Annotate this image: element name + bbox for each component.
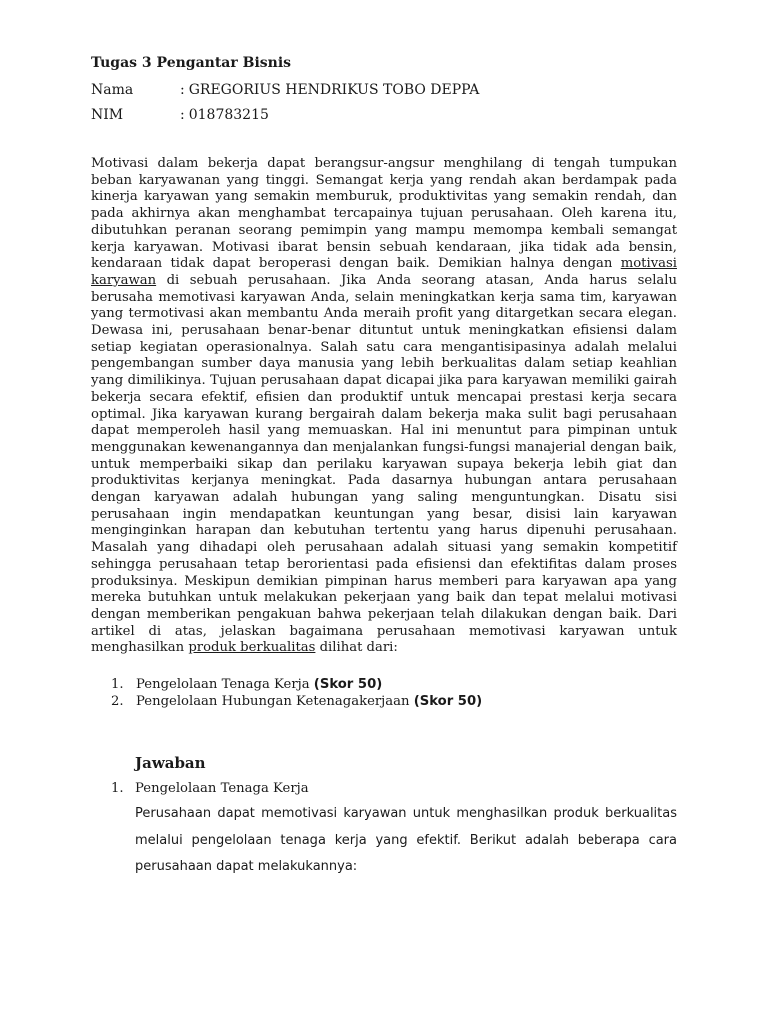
body-text-part1: Motivasi dalam bekerja dapat berangsur-angsur menghilang di tengah tumpukan beban karyawanan yang tinggi. Semangat kerja yang rendah akan berdampak pada kinerja karyawan yang semakin memburuk, produktivitas yang semakin rendah, dan pada akhirnya akan menghambat tercapainya tujuan perusahaan. Oleh karena itu, dibutuhkan peranan seorang pemimpin yang mampu memompa kembali semangat kerja karyawan. Motivasi ibarat bensin sebuah kendaraan, jika tidak ada bensin, kendaraan tidak dapat beroperasi dengan baik. Demikian halnya dengan (91, 156, 677, 272)
answer-paragraph: Perusahaan dapat memotivasi karyawan untuk menghasilkan produk berkualitas melalui pengelolaan tenaga kerja yang efektif. Berikut adalah beberapa cara perusahaan dapat melakukannya: (135, 806, 677, 874)
question-item (91, 693, 691, 710)
nim-separator: : (180, 107, 185, 123)
question-score: (Skor 50) (313, 677, 383, 692)
body-text-part2: di sebuah perusahaan. Jika Anda seorang atasan, Anda harus selalu berusaha memotivasi karyawan Anda, selain meningkatkan kerja sama tim, karyawan yang termotivasi akan membantu Anda meraih profit yang ditargetkan secara elegan. Dewasa ini, perusahaan benar-benar dituntut untuk meningkatkan efisiensi dalam setiap kegiatan operasionalnya. Salah satu cara mengantisipasinya adalah melalui pengembangan sumber daya manusia yang lebih berkualitas dalam setiap keahlian yang dimilikinya. Tujuan perusahaan dapat dicapai jika para karyawan memiliki gairah bekerja secara efektif, efisien dan produktif untuk mencapai prestasi kerja secara optimal. Jika karyawan kurang bergairah dalam bekerja maka sulit bagi perusahaan dapat memperoleh hasil yang memuaskan. Hal ini menuntut para pimpinan untuk menggunakan kewenangannya dan menjalankan fungsi-fungsi manajerial dengan baik, untuk memperbaiki sikap dan perilaku karyawan supaya bekerja lebih giat dan produktivitas kerjanya meningkat. Pada dasarnya hubungan antara perusahaan dengan karyawan adalah hubungan yang saling menguntungkan. Disatu sisi perusahaan ingin mendapatkan keuntungan yang besar, disisi lain karyawan menginginkan harapan dan kebutuhan tertentu yang harus dipenuhi perusahaan. Masalah yang dihadapi oleh perusahaan adalah situasi yang semakin kompetitif sehingga perusahaan tetap berorientasi pada efisiensi dan efektifitas dalam proses produksinya. Meskipun demikian pimpinan harus memberi para karyawan apa yang mereka butuhkan untuk melakukan pekerjaan yang baik dan tepat melalui motivasi dengan memberikan pengakuan bahwa pekerjaan telah dilakukan dengan baik. Dari artikel di atas, jelaskan bagaimana perusahaan memotivasi karyawan untuk menghasilkan (91, 272, 677, 656)
nama-row (91, 82, 479, 98)
jawaban-heading: Jawaban (135, 754, 206, 772)
question-number: 1. (111, 677, 124, 692)
answer-number: 1. (111, 781, 124, 796)
question-text: Pengelolaan Tenaga Kerja (136, 677, 314, 692)
produk-berkualitas-link[interactable]: produk berkualitas (188, 640, 316, 656)
body-text-part3: dilihat dari: (315, 640, 398, 656)
question-number: 2. (111, 694, 124, 709)
nim-label: NIM (91, 107, 124, 123)
motivasi-karyawan-link[interactable]: motivasi karyawan (91, 256, 677, 288)
question-score: (Skor 50) (413, 694, 483, 709)
body-paragraph (91, 156, 677, 657)
document-title: Tugas 3 Pengantar Bisnis (91, 55, 292, 71)
question-list (91, 676, 691, 710)
nama-value: GREGORIUS HENDRIKUS TOBO DEPPA (188, 82, 480, 98)
nim-value: 018783215 (188, 107, 269, 123)
nama-separator: : (180, 82, 185, 98)
question-item (91, 676, 691, 693)
nama-label: Nama (91, 82, 134, 98)
nim-row (91, 107, 269, 123)
question-text: Pengelolaan Hubungan Ketenagakerjaan (136, 694, 414, 709)
answer-title: Pengelolaan Tenaga Kerja (135, 781, 309, 796)
